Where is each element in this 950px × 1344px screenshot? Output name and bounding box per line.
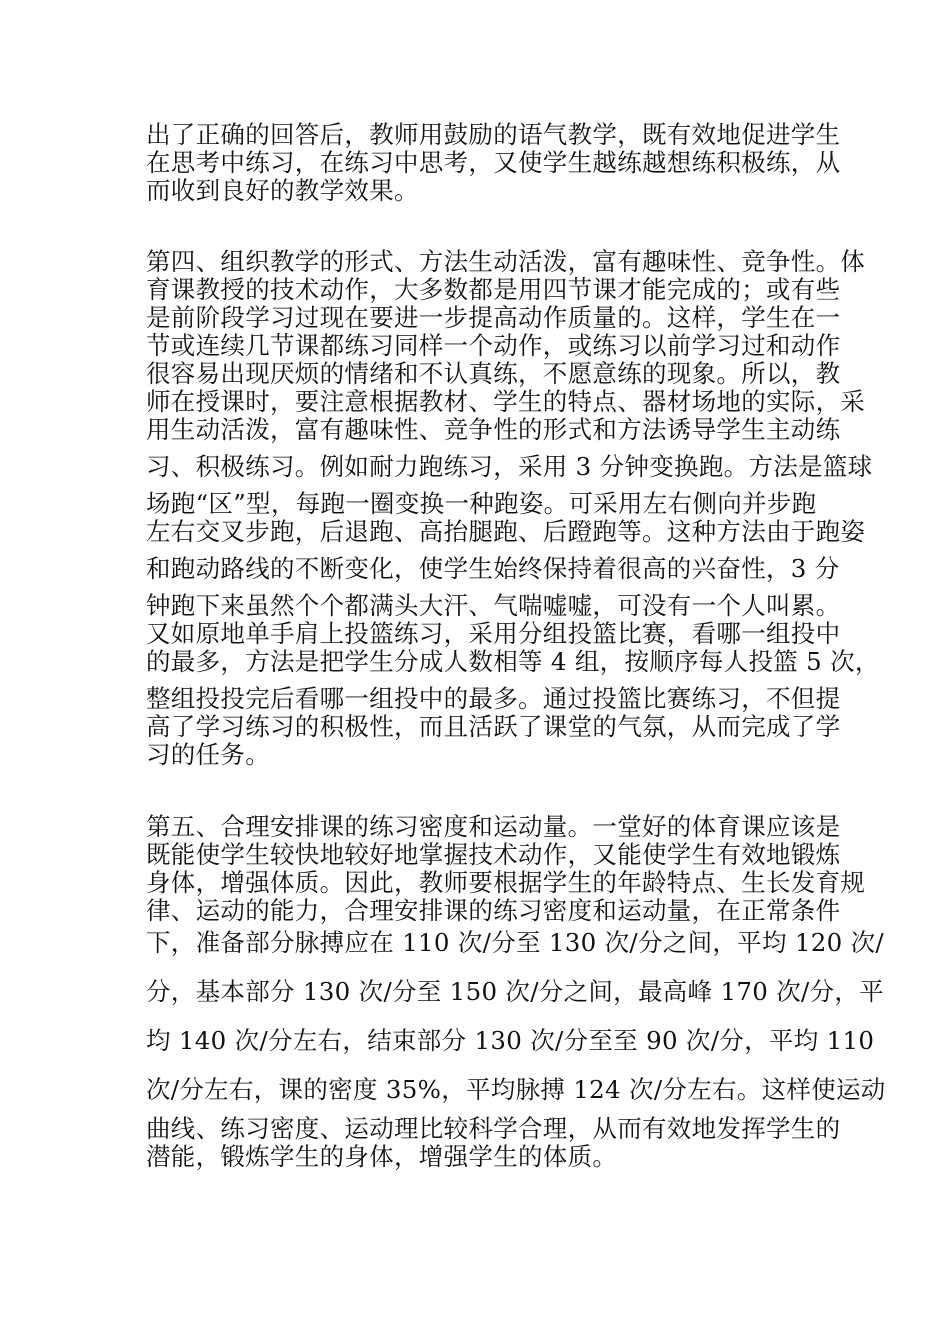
text-line: 的最多，方法是把学生分成人数相等 4 组，按顺序每人投篮 5 次，	[146, 647, 880, 676]
text-line: 潜能，锻炼学生的身体，增强学生的体质。	[146, 1142, 618, 1171]
text-line: 而收到良好的教学效果。	[146, 176, 419, 205]
text-line: 习的任务。	[146, 740, 270, 769]
text-line: 场跑“区”型，每跑一圈变换一种跑姿。可采用左右侧向并步跑	[146, 489, 817, 518]
text-line: 既能使学生较快地较好地掌握技术动作，又能使学生有效地锻炼	[146, 840, 841, 869]
text-line: 用生动活泼，富有趣味性、竞争性的形式和方法诱导学生主动练	[146, 415, 841, 444]
text-line: 节或连续几节课都练习同样一个动作，或练习以前学习过和动作	[146, 331, 841, 360]
text-line: 曲线、练习密度、运动理比较科学合理，从而有效地发挥学生的	[146, 1114, 841, 1143]
text-line: 育课教授的技术动作，大多数都是用四节课才能完成的；或有些	[146, 275, 841, 304]
text-line: 下，准备部分脉搏应在 110 次/分至 130 次/分之间，平均 120 次/	[146, 928, 884, 957]
text-line: 钟跑下来虽然个个都满头大汗、气喘嘘嘘，可没有一个人叫累。	[146, 591, 841, 620]
text-line: 均 140 次/分左右，结束部分 130 次/分至至 90 次/分，平均 110	[146, 1026, 875, 1055]
text-line: 高了学习练习的积极性，而且活跃了课堂的气氛，从而完成了学	[146, 712, 841, 741]
text-line: 习、积极练习。例如耐力跑练习，采用 3 分钟变换跑。方法是篮球	[146, 452, 873, 481]
text-line: 身体，增强体质。因此，教师要根据学生的年龄特点、生长发育规	[146, 868, 866, 897]
text-line: 第五、合理安排课的练习密度和运动量。一堂好的体育课应该是	[146, 812, 841, 841]
text-line: 和跑动路线的不断变化，使学生始终保持着很高的兴奋性，3 分	[146, 554, 840, 583]
text-line: 在思考中练习，在练习中思考，又使学生越练越想练积极练，从	[146, 148, 841, 177]
text-line: 出了正确的回答后，教师用鼓励的语气教学，既有效地促进学生	[146, 120, 841, 149]
text-line: 第四、组织教学的形式、方法生动活泼，富有趣味性、竞争性。体	[146, 247, 866, 276]
text-line: 次/分左右，课的密度 35%，平均脉搏 124 次/分左右。这样使运动	[146, 1075, 886, 1104]
text-line: 又如原地单手肩上投篮练习，采用分组投篮比赛，看哪一组投中	[146, 619, 841, 648]
text-line: 律、运动的能力，合理安排课的练习密度和运动量，在正常条件	[146, 896, 841, 925]
text-line: 左右交叉步跑，后退跑、高抬腿跑、后蹬跑等。这种方法由于跑姿	[146, 517, 866, 546]
text-line: 整组投投完后看哪一组投中的最多。通过投篮比赛练习，不但提	[146, 684, 841, 713]
text-line: 很容易出现厌烦的情绪和不认真练，不愿意练的现象。所以，教	[146, 359, 841, 388]
text-line: 是前阶段学习过现在要进一步提高动作质量的。这样，学生在一	[146, 303, 841, 332]
text-line: 师在授课时，要注意根据教材、学生的特点、器材场地的实际，采	[146, 387, 866, 416]
text-line: 分，基本部分 130 次/分至 150 次/分之间，最高峰 170 次/分，平	[146, 977, 884, 1006]
